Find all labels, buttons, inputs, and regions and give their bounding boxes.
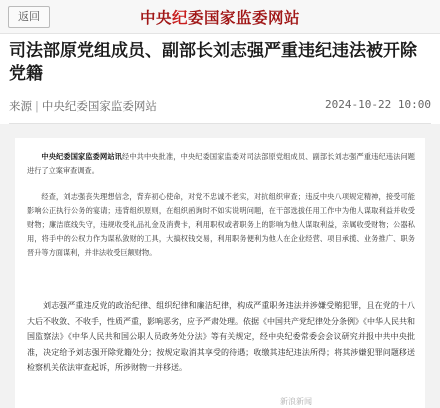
source-label: 来源: [9, 99, 32, 113]
meta-divider: |: [35, 99, 39, 113]
article-source: [9, 98, 157, 114]
paragraph-1: [27, 150, 415, 178]
source-name: 中央纪委国家监委网站: [41, 99, 157, 113]
article-body-area: [0, 124, 440, 408]
top-nav-bar: [0, 0, 440, 34]
paragraph-lead: 中央纪委国家监委网站讯: [41, 152, 122, 161]
back-button[interactable]: 返回: [8, 6, 50, 28]
paragraph-3: 刘志强严重违反党的政治纪律、组织纪律和廉洁纪律，构成严重职务违法并涉嫌受贿犯罪，且在党的十八大后不收敛、不收手，性质严重，影响恶劣，应予严肃处理。依据《中国共产党纪律处分条例》《中华人民共和国监察法》《中华人民共和国公职人员政务处分法》等有关规定，经中央纪委常委会会议研究并报中共中央批准，决定给予刘志强开除党籍处分；按规定取消其享受的待遇；收缴其违纪违法所得；将其涉嫌犯罪问题移送检察机关依法审查起诉，所涉财物一并移送。: [27, 301, 415, 372]
article-document: [15, 138, 425, 408]
article-timestamp: 2024-10-22 10:00: [325, 98, 431, 111]
site-title[interactable]: [0, 6, 440, 28]
article-title: 司法部原党组成员、副部长刘志强严重违纪违法被开除党籍: [9, 41, 417, 84]
paragraph-1-text: 经中共中央批准，中央纪委国家监委对司法部原党组成员、副部长刘志强严重违纪违法问题进行了立案审查调查。: [27, 152, 415, 175]
site-title-pre: 中央: [139, 8, 172, 27]
paragraph-2: 经查，刘志强丧失理想信念，背弃初心使命，对党不忠诚不老实，对抗组织审查；违反中央八项规定精神，接受可能影响公正执行公务的宴请；违背组织原则，在组织函询时不如实说明问题，在干部选拔任用工作中为他人谋取利益并收受财物；廉洁底线失守，违规收受礼品礼金及消费卡，利用职权或者职务上的影响为他人谋取利益，亲属收受财物；公器私用，将手中的公权力作为谋私敛财的工具，大搞权钱交易，利用职务便利为他人在企业经营、项目承揽、业务推广、职务晋升等方面谋利，并非法收受巨额财物。: [27, 192, 415, 257]
site-title-ji: 纪: [171, 8, 188, 27]
site-title-post: 委国家监委网站: [188, 8, 301, 27]
watermark: 新浪新闻: [280, 397, 312, 406]
article-meta: [9, 98, 431, 116]
